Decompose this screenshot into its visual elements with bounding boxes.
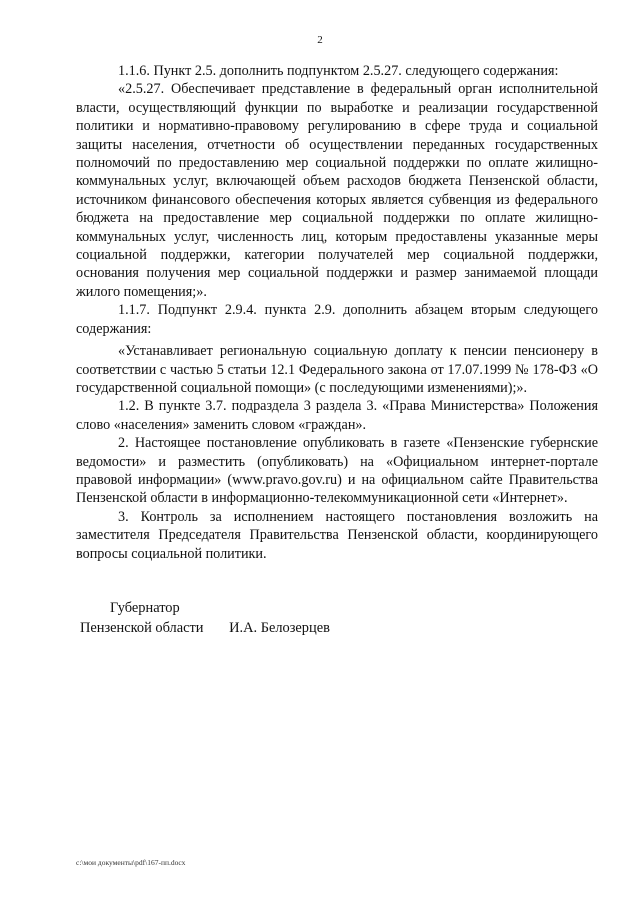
- paragraph-2-publication: 2. Настоящее постановление опубликовать в газете «Пензенские губернские ведомости» и разместить (опубликовать) на «Официальном интернет-портале правовой информации» (www.pravo.gov.ru) и на официальном сайте Правительства Пензенской области в информационно-телекоммуникационной сети «Интернет».: [76, 435, 598, 507]
- signature-title-line2-row: [80, 618, 330, 638]
- signatory-name: И.А. Белозерцев: [229, 620, 330, 636]
- paragraph-3-control: 3. Контроль за исполнением настоящего постановления возложить на заместителя Председателя Правительства Пензенской области, координирующего вопросы социальной политики.: [76, 508, 598, 562]
- paragraph-1-1-7: 1.1.7. Подпункт 2.9.4. пункта 2.9. дополнить абзацем вторым следующего содержания:: [76, 302, 598, 337]
- signature-title-line1: Губернатор: [110, 600, 180, 616]
- paragraph-1-1-6: 1.1.6. Пункт 2.5. дополнить подпунктом 2.5.27. следующего содержания:: [118, 63, 559, 79]
- paragraph-2-5-27-quote: «2.5.27. Обеспечивает представление в федеральный орган исполнительной власти, осуществляющий функции по выработке и реализации государственной политики и нормативно-правовому регулированию в сфере труда и социальной защиты населения, отчетности об осуществлении переданных государственных полномочий по предоставлению мер социальной поддержки по оплате жилищно-коммунальных услуг, включающей объем расходов бюджета Пензенской области, источником финансового обеспечения которых является субвенция из федерального бюджета на предоставление мер социальной поддержки по оплате жилищно-коммунальных услуг, численность лиц, которым предоставлены указанные меры социальной поддержки, категории получателей мер социальной поддержки, основания получения мер социальной поддержки и размер занимаемой площади жилого помещения;».: [76, 81, 598, 300]
- signature-block: [80, 598, 330, 638]
- document-body: [76, 62, 598, 563]
- page-number: 2: [317, 34, 323, 46]
- footer-file-path: c:\мои документы\pdf\167-пп.docx: [76, 858, 186, 867]
- paragraph-1-2: 1.2. В пункте 3.7. подраздела 3 раздела 3. «Права Министерства» Положения слово «населения» заменить словом «граждан».: [76, 398, 598, 433]
- signature-title-line2: Пензенской области: [80, 620, 204, 636]
- paragraph-pension-quote: «Устанавливает региональную социальную доплату к пенсии пенсионеру в соответствии с частью 5 статьи 12.1 Федерального закона от 17.07.1999 № 178-ФЗ «О государственной социальной помощи» (с последующими изменениями);».: [76, 343, 598, 396]
